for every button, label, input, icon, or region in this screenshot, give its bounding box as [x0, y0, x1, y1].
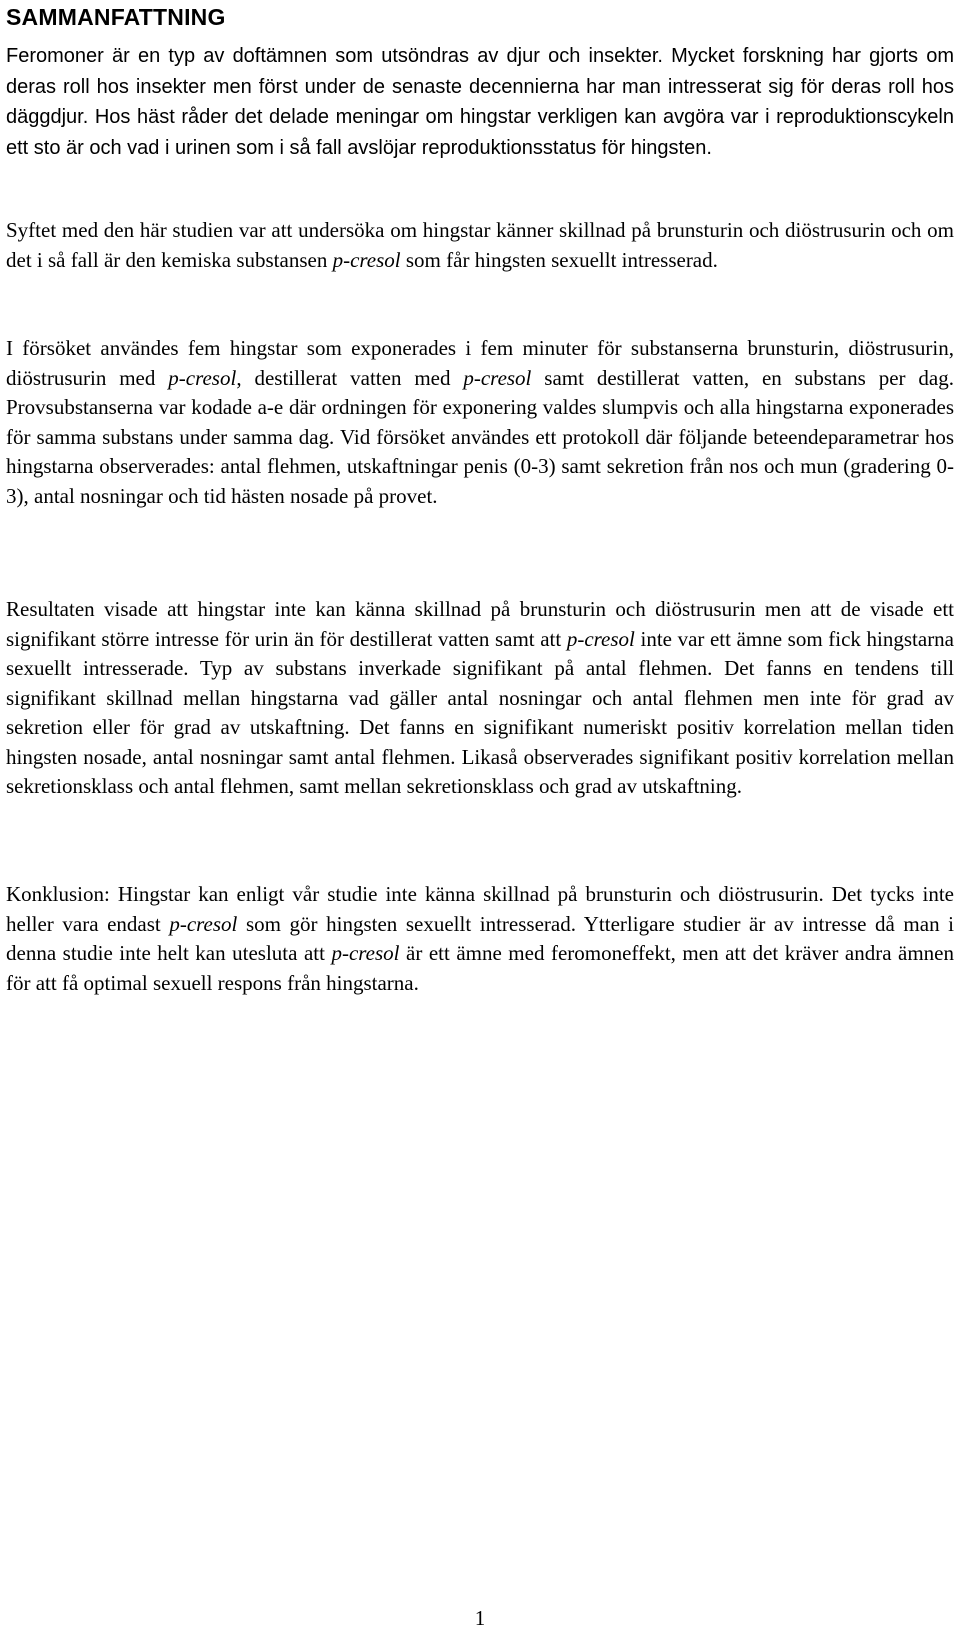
paragraph-intro-sans-text-2: Hos häst råder det delade meningar om hingstar verkligen kan avgöra var i reproduktionscykeln ett sto är och vad i urinen som i så fall avslöjar reproduktionsstatus för hingsten. — [6, 106, 954, 159]
paragraph-conclusion — [6, 880, 954, 998]
text-run: I försöket användes fem hingstar som exponerades i fem minuter för substanserna brunsturin, diöstrusurin, diöstrusurin med — [6, 336, 954, 390]
paragraph-method — [6, 334, 954, 511]
text-run: samt destillerat vatten, en substans per dag. Provsubstanserna var kodade a-e där ordningen för exponering valdes slumpvis och alla hingstarna exponerades för samma substans under samma dag. Vid försöket användes ett protokoll där följande beteendeparametrar hos hingstarna observerades: antal flehmen, utskaftningar penis (0-3) samt sekretion från nos och mun (gradering 0-3), antal nosningar och tid hästen nosade på provet. — [6, 365, 954, 508]
text-run: Resultaten visade att hingstar inte kan känna skillnad på brunsturin och diöstrusurin men att de visade ett signifikant större intresse för urin än för destillerat vatten samt att — [6, 597, 954, 651]
italic-term: p-cresol — [169, 911, 238, 936]
paragraph-intro-sans-text: Feromoner är en typ av doftämnen som utsöndras av djur och insekter. Mycket forskning har gjorts om deras roll hos insekter men först under de senaste decennierna har man intresserat sig för deras roll hos däggdjur. — [6, 45, 954, 128]
text-run: Konklusion: Hingstar kan enligt vår studie inte känna skillnad på brunsturin och diöstrusurin. Det tycks inte heller vara endast — [6, 882, 954, 936]
text-run: Syftet med den här studien var att undersöka om hingstar känner skillnad på brunsturin och diöstrusurin och om det i så fall är den kemiska substansen — [6, 218, 954, 272]
text-run: som gör hingsten sexuellt intresserad. Ytterligare studier är av intresse då man i denna studie inte helt kan utesluta att — [6, 911, 954, 965]
section-heading: SAMMANFATTNING — [6, 4, 226, 30]
italic-term: p-cresol — [168, 365, 237, 390]
italic-term: p-cresol — [332, 247, 401, 272]
text-run: inte var ett ämne som fick hingstarna sexuellt intresserade. Typ av substans inverkade signifikant på antal flehmen. Det fanns en tendens till signifikant skillnad mellan hingstarna vad gäller antal nosningar och antal flehmen men inte för grad av sekretion eller för grad av utskaftning. Det fanns en signifikant numeriskt positiv korrelation mellan tiden hingsten nosade, antal nosningar samt antal flehmen. Likaså observerades signifikant positiv korrelation mellan sekretionsklass och antal flehmen, samt mellan sekretionsklass och grad av utskaftning. — [6, 626, 955, 798]
paragraph-results — [6, 595, 954, 802]
italic-term: p-cresol — [331, 941, 400, 965]
paragraph-intro — [6, 41, 954, 163]
text-run: , destillerat vatten med — [236, 365, 464, 390]
italic-term: p-cresol — [463, 365, 532, 390]
text-run: är ett ämne med feromoneffekt, men att det kräver andra ämnen för att få optimal sexuell respons från hingstarna. — [6, 941, 954, 995]
italic-term: p-cresol — [566, 626, 635, 651]
paragraph-purpose — [6, 216, 954, 275]
text-run: som får hingsten sexuellt intresserad. — [400, 247, 718, 272]
document-page — [6, 0, 955, 995]
page-number: 1 — [474, 1606, 486, 1630]
